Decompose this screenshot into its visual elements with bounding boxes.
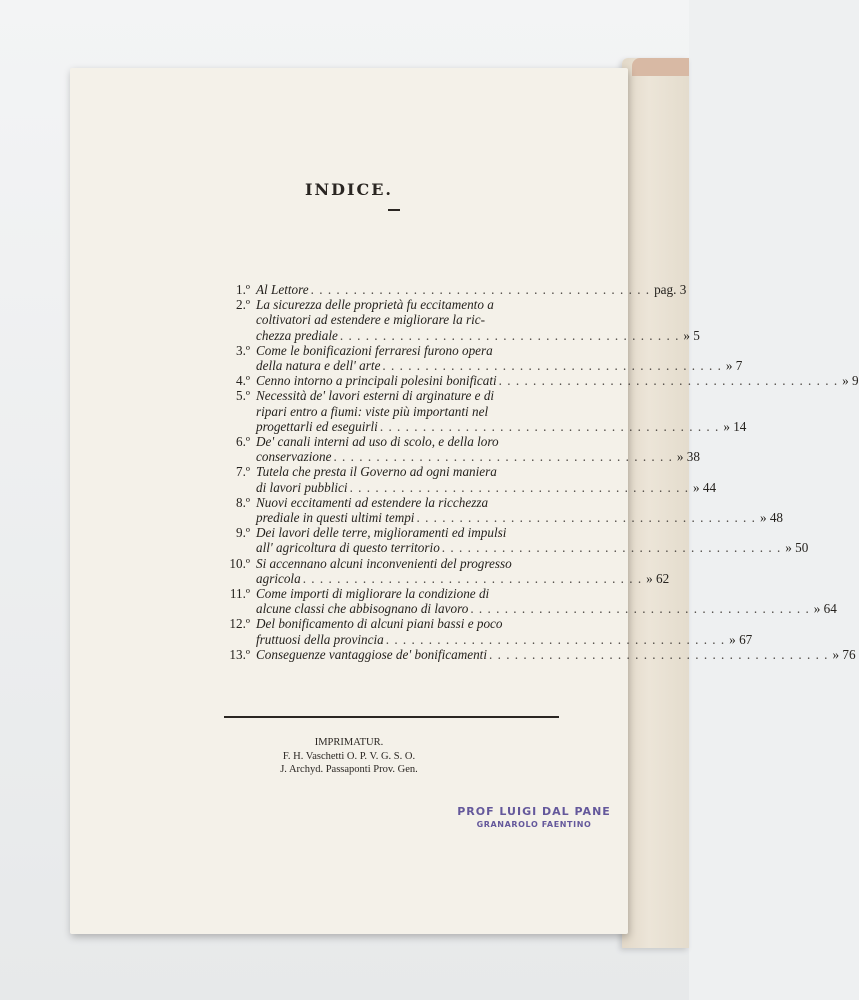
toc-page-number: pag. 3 — [654, 282, 687, 297]
toc-entry-text: Al Lettore — [256, 282, 309, 297]
toc-entry-number: 2.º — [236, 297, 250, 313]
toc-entry — [218, 494, 784, 526]
toc-leader-dots: . . . . . . . . . . . . . . . . . . . . . . . . . . . . . . . . . . . . . . . . — [382, 358, 722, 374]
toc-entry-text: coltivatori ad estendere e migliorare la ric- — [256, 312, 486, 328]
toc-entry-line — [256, 647, 856, 662]
toc-entry — [218, 297, 700, 343]
toc-entry-text: Come le bonificazioni ferraresi furono opera — [256, 342, 493, 358]
toc-leader-dots: . . . . . . . . . . . . . . . . . . . . . . . . . . . . . . . . . . . . . . . . — [349, 479, 690, 495]
toc-entry — [218, 388, 747, 434]
toc-entry-body — [256, 343, 742, 373]
stamp-line: GRANAROLO FAENTINO — [476, 820, 592, 829]
toc-entry — [218, 525, 809, 556]
toc-leader-dots: . . . . . . . . . . . . . . . . . . . . . . . . . . . . . . . . . . . . . . . . — [302, 570, 643, 586]
toc-leader-dots: . . . . . . . . . . . . . . . . . . . . . . . . . . . . . . . . . . . . . . . . — [385, 631, 726, 647]
toc-page-number: » 48 — [759, 510, 784, 526]
toc-entry-text: Nuovi eccitamenti ad estendere la ricchezza — [256, 494, 489, 510]
imprimatur-block — [70, 736, 628, 777]
toc-entry-line — [256, 556, 669, 571]
toc-entry — [218, 373, 859, 389]
toc-entry-number: 1.º — [236, 282, 250, 297]
toc-page-number: » 7 — [725, 358, 743, 374]
toc-entry — [218, 464, 717, 495]
stamp-line: PROF LUIGI DAL PANE — [457, 805, 611, 818]
imprimatur-line: J. Archyd. Passaponti Prov. Gen. — [280, 764, 418, 775]
toc-entry-text: fruttuosi della provincia — [256, 631, 384, 647]
toc-entry-body — [256, 297, 700, 343]
toc-leader-dots: . . . . . . . . . . . . . . . . . . . . . . . . . . . . . . . . . . . . . . . . — [498, 373, 839, 389]
toc-entry-number: 4.º — [236, 373, 250, 389]
toc-entry-line — [256, 328, 700, 343]
toc-entry-line — [256, 616, 752, 631]
toc-entry-line — [256, 586, 837, 601]
toc-entry-line — [256, 632, 752, 647]
toc-entry-text: Cenno intorno a principali polesini bonificati — [256, 373, 497, 389]
toc-entry-line — [256, 404, 746, 419]
toc-entry-number: 6.º — [236, 434, 250, 450]
toc-entry-line — [256, 510, 783, 525]
toc-page-number: » 50 — [785, 540, 809, 556]
toc-entry-line — [256, 282, 686, 297]
toc-entry-body — [256, 556, 669, 586]
toc-entry-text: progettarli ed eseguirli — [256, 418, 378, 434]
toc-entry-text: Come importi di migliorare la condizione di — [256, 586, 490, 602]
toc-leader-dots: . . . . . . . . . . . . . . . . . . . . . . . . . . . . . . . . . . . . . . . . — [489, 646, 829, 662]
toc-entry — [218, 434, 700, 465]
toc-entry-text: Tutela che presta il Governo ad ogni maniera — [256, 464, 497, 480]
toc-page-number: » 76 — [832, 646, 856, 662]
toc-entry-line — [256, 495, 783, 510]
toc-entry-text: prediale in questi ultimi tempi — [256, 510, 415, 526]
toc-entry-text: della natura e dell' arte — [256, 358, 381, 374]
toc-entry-body — [256, 616, 752, 646]
toc-entry-number: 13.º — [229, 646, 250, 662]
toc-entry-body — [256, 373, 859, 388]
imprimatur-line: IMPRIMATUR. — [314, 737, 384, 748]
toc-entry-body — [256, 434, 700, 464]
toc-entry-body — [256, 464, 716, 494]
toc-page-number: » 62 — [646, 570, 670, 586]
toc-entry-text: alcune classi che abbisognano di lavoro — [256, 601, 469, 617]
toc-entry — [218, 555, 670, 586]
toc-entry-body — [256, 495, 783, 525]
toc-entry-line — [256, 540, 808, 555]
toc-entry-line — [256, 434, 700, 449]
toc-entry-body — [256, 525, 808, 555]
toc-leader-dots: . . . . . . . . . . . . . . . . . . . . . . . . . . . . . . . . . . . . . . . . — [310, 282, 651, 297]
toc-entry-body — [256, 647, 856, 662]
toc-entry-body — [256, 388, 746, 434]
toc-entry-number: 5.º — [236, 388, 250, 404]
toc-entry-text: Si accennano alcuni inconvenienti del progresso — [256, 555, 512, 571]
toc-entry-line — [256, 297, 700, 312]
table-of-contents — [218, 282, 859, 662]
toc-entry-text: di lavori pubblici — [256, 479, 348, 495]
toc-entry-text: Necessità de' lavori esterni di arginature e di — [256, 388, 495, 404]
toc-entry — [218, 646, 856, 662]
toc-leader-dots: . . . . . . . . . . . . . . . . . . . . . . . . . . . . . . . . . . . . . . . . — [379, 418, 720, 434]
owner-stamp — [454, 805, 614, 829]
toc-entry-text: Del bonificamento di alcuni piani bassi e poco — [256, 616, 503, 632]
toc-entry-text: conservazione — [256, 449, 332, 465]
toc-entry-number: 7.º — [236, 464, 250, 480]
toc-entry-number: 10.º — [229, 555, 250, 571]
toc-entry-number: 8.º — [236, 494, 250, 510]
toc-entry-line — [256, 525, 808, 540]
toc-leader-dots: . . . . . . . . . . . . . . . . . . . . . . . . . . . . . . . . . . . . . . . . — [339, 327, 680, 343]
toc-entry-text: De' canali interni ad uso di scolo, e della loro — [256, 434, 499, 450]
toc-entry-line — [256, 601, 837, 616]
toc-entry-line — [256, 449, 700, 464]
toc-page-number: » 67 — [729, 631, 753, 647]
toc-entry-text: agricola — [256, 570, 301, 586]
toc-page-number: » 64 — [813, 601, 837, 617]
toc-entry-line — [256, 373, 859, 388]
toc-entry-number: 3.º — [236, 342, 250, 358]
toc-entry-body — [256, 586, 837, 616]
bottom-rule — [224, 716, 559, 718]
toc-leader-dots: . . . . . . . . . . . . . . . . . . . . . . . . . . . . . . . . . . . . . . . . — [470, 601, 810, 617]
toc-entry — [218, 616, 753, 647]
toc-entry-line — [256, 464, 716, 479]
toc-entry-body — [256, 282, 686, 297]
toc-page-number: » 44 — [693, 479, 717, 495]
toc-entry-line — [256, 358, 742, 373]
toc-entry-line — [256, 388, 746, 403]
toc-entry — [218, 342, 743, 374]
toc-entry-number: 11.º — [229, 586, 250, 602]
toc-entry-line — [256, 312, 700, 327]
imprimatur-line: F. H. Vaschetti O. P. V. G. S. O. — [282, 750, 416, 762]
toc-entry — [218, 586, 837, 617]
toc-page-number: » 9 — [842, 373, 859, 389]
book-page — [70, 68, 859, 934]
toc-entry-number: 12.º — [229, 616, 250, 632]
page-title: INDICE. — [305, 180, 393, 199]
toc-entry-line — [256, 571, 669, 586]
toc-entry-text: Dei lavori delle terre, miglioramenti ed impulsi — [256, 525, 507, 541]
toc-page-number: » 5 — [683, 327, 700, 343]
toc-leader-dots: . . . . . . . . . . . . . . . . . . . . . . . . . . . . . . . . . . . . . . . . — [333, 449, 673, 465]
toc-entry-number: 9.º — [236, 525, 250, 541]
title-rule — [388, 209, 400, 211]
toc-entry-text: chezza prediale — [256, 327, 338, 343]
toc-entry-text: all' agricoltura di questo territorio — [256, 540, 440, 556]
toc-entry-line — [256, 343, 742, 358]
toc-entry — [218, 282, 687, 297]
toc-leader-dots: . . . . . . . . . . . . . . . . . . . . . . . . . . . . . . . . . . . . . . . . — [441, 540, 782, 556]
toc-entry-text: Conseguenze vantaggiose de' bonificamenti — [256, 646, 487, 662]
adjacent-page-edge — [632, 58, 689, 76]
toc-entry-text: La sicurezza delle proprietà fu eccitamento a — [256, 297, 494, 313]
toc-entry-line — [256, 480, 716, 495]
toc-entry-text: ripari entro a fiumi: viste più importanti nel — [256, 403, 489, 419]
toc-entry-line — [256, 419, 746, 434]
toc-page-number: » 38 — [676, 449, 700, 465]
toc-leader-dots: . . . . . . . . . . . . . . . . . . . . . . . . . . . . . . . . . . . . . . . . — [416, 510, 756, 526]
toc-page-number: » 14 — [723, 418, 747, 434]
